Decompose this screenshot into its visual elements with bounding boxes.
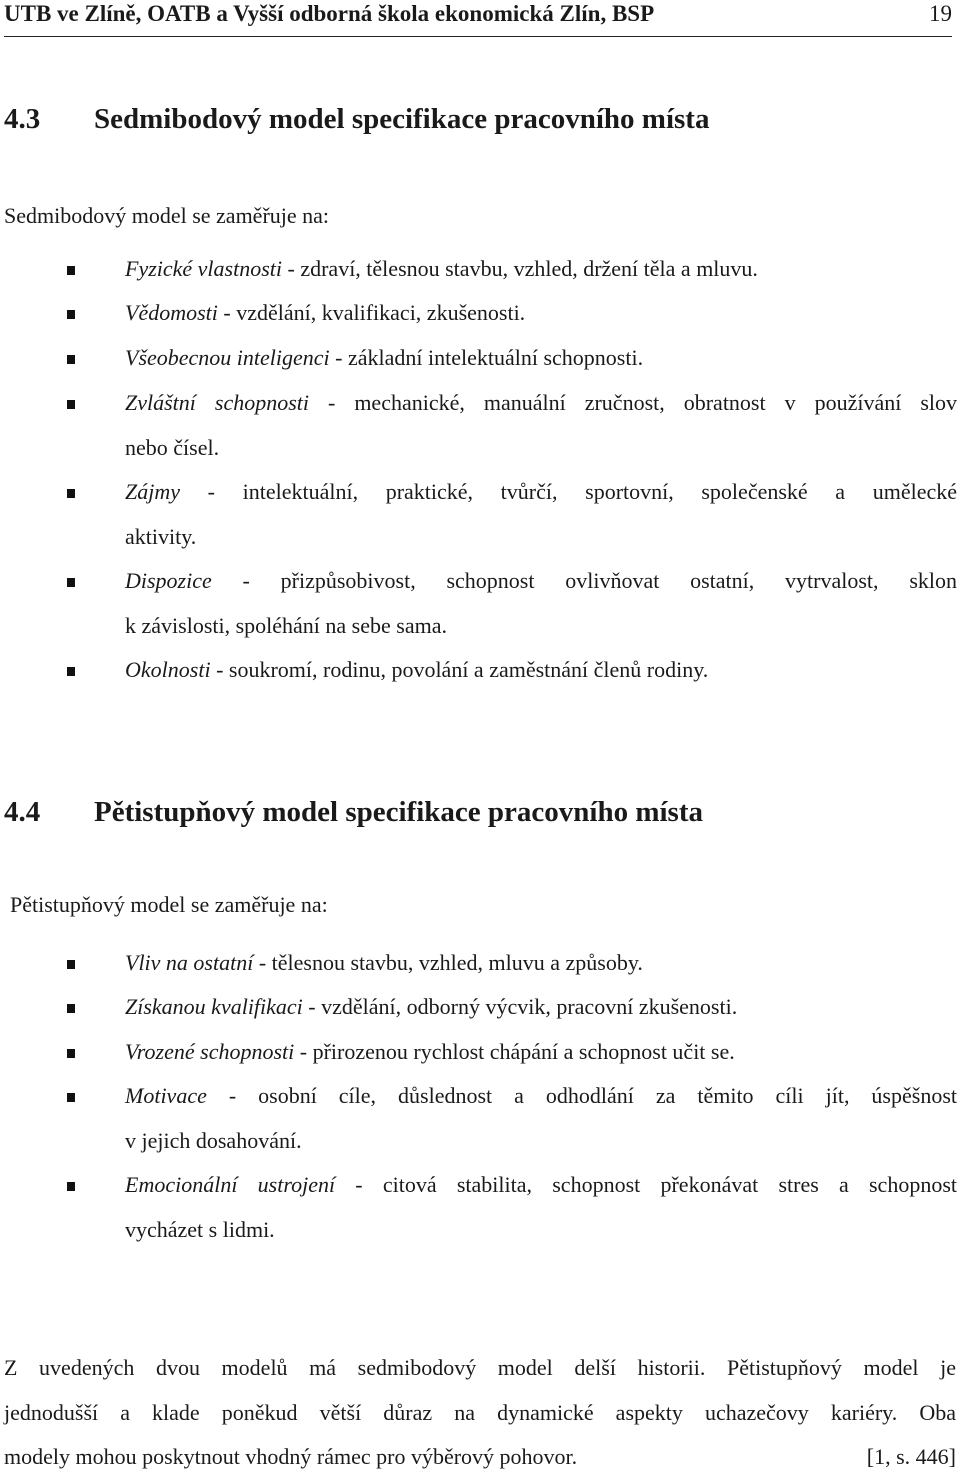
list-item-line [125, 390, 957, 416]
list-item-line [125, 994, 737, 1020]
page-header [4, 0, 952, 37]
list-item-line [125, 1172, 957, 1198]
bullet-icon [67, 1004, 75, 1013]
bullet-icon [67, 1093, 75, 1102]
list-item-term: Zvláštní schopnosti [125, 390, 310, 415]
bullet-icon [67, 960, 75, 969]
list-item-text: - přizpůsobivost, schopnost ovlivňovat ostatní, vytrvalost, sklon [211, 568, 957, 593]
bullet-icon [67, 310, 75, 319]
list-item-term: Všeobecnou inteligenci [125, 345, 330, 370]
header-title: UTB ve Zlíně, OATB a Vyšší odborná škola ekonomická Zlín, BSP [4, 1, 655, 26]
section-title: Sedmibodový model specifikace pracovního místa [94, 103, 710, 135]
list-item-line [125, 568, 957, 594]
citation: [1, s. 446] [866, 1444, 956, 1469]
list-item-term: Dispozice [125, 568, 212, 593]
bullet-icon [67, 1182, 75, 1191]
list-item-term: Zájmy [125, 479, 180, 504]
list-item-line [125, 1039, 735, 1065]
list-item-text: aktivity. [125, 524, 197, 549]
section-number: 4.3 [4, 103, 41, 135]
list-item-text: vycházet s lidmi. [125, 1217, 275, 1242]
section-heading [4, 796, 703, 829]
list-item-text: - přirozenou rychlost chápání a schopnost učit se. [294, 1039, 735, 1064]
list-item-line [125, 479, 957, 505]
bullet-icon [67, 667, 75, 676]
list-item-text: - zdraví, tělesnou stavbu, vzhled, držení těla a mluvu. [282, 256, 758, 281]
list-item-text: - soukromí, rodinu, povolání a zaměstnání členů rodiny. [210, 657, 709, 682]
list-item-text: nebo čísel. [125, 435, 220, 460]
list-item-text: - intelektuální, praktické, tvůrčí, sportovní, společenské a umělecké [180, 479, 957, 504]
list-item-term: Vědomosti [125, 300, 218, 325]
list-item-line [125, 345, 643, 371]
list-item-term: Získanou kvalifikaci [125, 994, 303, 1019]
bullet-icon [67, 578, 75, 587]
list-item-line [125, 1083, 957, 1109]
bullet-icon [67, 355, 75, 364]
paragraph-line: modely mohou poskytnout vhodný rámec pro výběrový pohovor. [4, 1444, 578, 1469]
section-intro: Pětistupňový model se zaměřuje na: [10, 892, 328, 917]
list-item-term: Vrozené schopnosti [125, 1039, 295, 1064]
list-item-text: k závislosti, spoléhání na sebe sama. [125, 613, 447, 638]
list-item-text: - vzdělání, odborný výcvik, pracovní zkušenosti. [302, 994, 738, 1019]
bullet-icon [67, 489, 75, 498]
list-item-text: v jejich dosahování. [125, 1128, 302, 1153]
section-number: 4.4 [4, 796, 41, 828]
list-item-term: Fyzické vlastnosti [125, 256, 283, 281]
bullet-icon [67, 1049, 75, 1058]
list-item-term: Okolnosti [125, 657, 211, 682]
list-item-line [125, 950, 643, 976]
page-number: 19 [929, 1, 952, 26]
list-item-line [125, 657, 708, 683]
section-title: Pětistupňový model specifikace pracovního místa [94, 796, 703, 828]
list-item-line [125, 1217, 275, 1243]
bullet-icon [67, 400, 75, 409]
paragraph-line: Z uvedených dvou modelů má sedmibodový model delší historii. Pětistupňový model je [4, 1355, 956, 1380]
list-item-line [125, 256, 758, 282]
list-item-line [125, 300, 525, 326]
list-item-text: - tělesnou stavbu, vzhled, mluvu a způsoby. [253, 950, 643, 975]
list-item-term: Motivace [125, 1083, 207, 1108]
list-item-text: - vzdělání, kvalifikaci, zkušenosti. [217, 300, 526, 325]
section-heading [4, 103, 709, 136]
section-intro: Sedmibodový model se zaměřuje na: [4, 203, 330, 228]
list-item-term: Emocionální ustrojení [125, 1172, 336, 1197]
list-item-term: Vliv na ostatní [125, 950, 254, 975]
list-item-text: - osobní cíle, důslednost a odhodlání za těmito cíli jít, úspěšnost [206, 1083, 957, 1108]
list-item-line [125, 524, 196, 550]
list-item-line [125, 435, 219, 461]
list-item-text: - základní intelektuální schopnosti. [329, 345, 644, 370]
bullet-icon [67, 266, 75, 275]
list-item-line [125, 613, 447, 639]
list-item-text: - citová stabilita, schopnost překonávat stres a schopnost [335, 1172, 957, 1197]
paragraph-line: jednodušší a klade poněkud větší důraz na dynamické aspekty uchazečovy kariéry. Oba [4, 1400, 956, 1425]
list-item-line [125, 1128, 302, 1154]
list-item-text: - mechanické, manuální zručnost, obratnost v používání slov [309, 390, 958, 415]
